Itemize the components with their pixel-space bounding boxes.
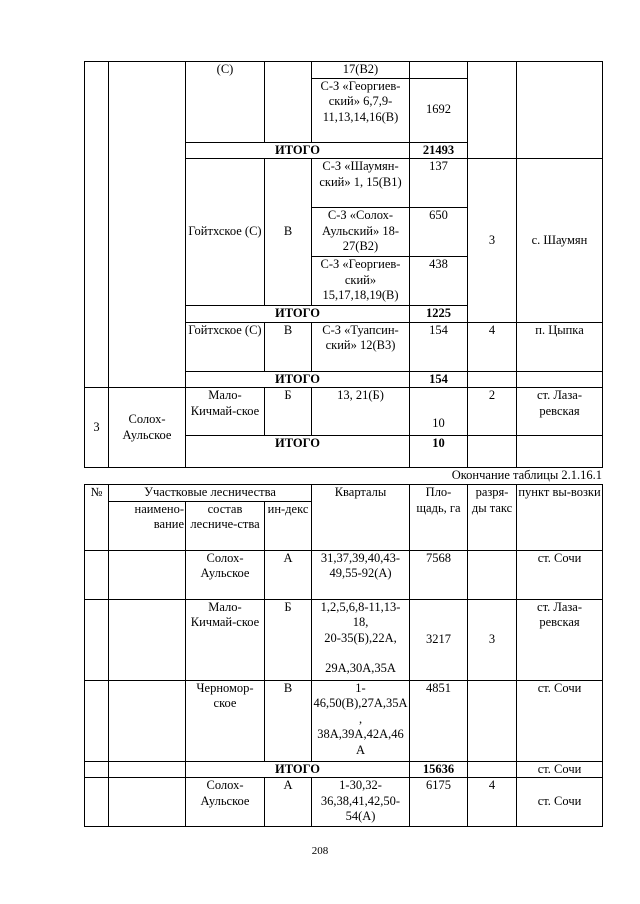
sostav-cell: Гойтхское (С) bbox=[186, 322, 265, 371]
razryad-cell: 3 bbox=[468, 599, 517, 680]
index-cell bbox=[265, 62, 312, 143]
num-cell bbox=[85, 550, 109, 599]
sostav-cell: Солох-Аульское bbox=[186, 550, 265, 599]
num-cell bbox=[85, 761, 109, 778]
punkt-cell: ст. Лаза-ревская bbox=[517, 388, 603, 436]
kvartaly-cell bbox=[312, 599, 410, 680]
razryad-cell bbox=[468, 680, 517, 761]
sostav-cell: Мало-Кичмай-ское bbox=[186, 388, 265, 436]
itogo-label: ИТОГО bbox=[186, 436, 410, 468]
itogo-value: 10 bbox=[410, 436, 468, 468]
punkt-cell: ст. Сочи bbox=[517, 550, 603, 599]
punkt-cell: с. Шаумян bbox=[517, 159, 603, 323]
sostav-cell: Черномор-ское bbox=[186, 680, 265, 761]
index-cell: А bbox=[265, 778, 312, 827]
name-cell bbox=[109, 599, 186, 680]
area-cell bbox=[410, 62, 468, 79]
razryad-cell bbox=[468, 550, 517, 599]
header-index: ин-декс bbox=[265, 501, 312, 550]
itogo-value: 21493 bbox=[410, 142, 468, 159]
itogo-label: ИТОГО bbox=[186, 142, 410, 159]
kvartaly-cell: 17(В2) bbox=[312, 62, 410, 79]
kvartaly-cell: С-З «Туапсин-ский» 12(В3) bbox=[312, 322, 410, 371]
itogo-label: ИТОГО bbox=[186, 371, 410, 388]
kvartaly-cell: С-З «Георгиев-ский» 15,17,18,19(В) bbox=[312, 257, 410, 306]
num-cell bbox=[85, 778, 109, 827]
area-cell: 137 bbox=[410, 159, 468, 208]
index-cell: А bbox=[265, 550, 312, 599]
kvartaly-cell: 13, 21(Б) bbox=[312, 388, 410, 436]
area-cell: 10 bbox=[410, 388, 468, 436]
index-cell: В bbox=[265, 322, 312, 371]
area-cell: 6175 bbox=[410, 778, 468, 827]
name-cell bbox=[109, 761, 186, 778]
name-cell bbox=[109, 680, 186, 761]
itogo-value: 154 bbox=[410, 371, 468, 388]
table-caption: Окончание таблицы 2.1.16.1 bbox=[451, 468, 602, 482]
razryad-cell: 2 bbox=[468, 388, 517, 436]
header-name: наимено-вание bbox=[109, 501, 186, 550]
punkt-cell: п. Цыпка bbox=[517, 322, 603, 371]
index-cell: В bbox=[265, 680, 312, 761]
razryad-cell bbox=[468, 371, 517, 388]
area-cell: 4851 bbox=[410, 680, 468, 761]
kvartaly-cell: 1-46,50(В),27А,35А, 38А,39А,42А,46А bbox=[312, 680, 410, 761]
num-cell bbox=[85, 680, 109, 761]
kvartaly-line: 20-35(Б),22А, bbox=[324, 630, 397, 645]
punkt-cell: ст. Сочи bbox=[517, 761, 603, 778]
header-kvartaly: Кварталы bbox=[312, 485, 410, 551]
razryad-cell: 3 bbox=[468, 159, 517, 323]
header-punkt: пункт вы-возки bbox=[517, 485, 603, 551]
area-cell: 650 bbox=[410, 208, 468, 257]
area-cell: 154 bbox=[410, 322, 468, 371]
itogo-label: ИТОГО bbox=[186, 306, 410, 323]
razryad-cell: 4 bbox=[468, 778, 517, 827]
index-cell: В bbox=[265, 159, 312, 306]
sostav-cell: (С) bbox=[186, 62, 265, 143]
name-cell bbox=[109, 778, 186, 827]
num-cell bbox=[85, 62, 109, 388]
itogo-value: 15636 bbox=[410, 761, 468, 778]
razryad-cell bbox=[468, 761, 517, 778]
sostav-cell: Мало-Кичмай-ское bbox=[186, 599, 265, 680]
ending-table bbox=[84, 484, 603, 827]
punkt-cell: ст. Лаза-ревская bbox=[517, 599, 603, 680]
name-cell bbox=[109, 550, 186, 599]
index-cell: Б bbox=[265, 599, 312, 680]
name-cell bbox=[109, 62, 186, 388]
punkt-cell: ст. Сочи bbox=[517, 778, 603, 827]
area-cell: 3217 bbox=[410, 599, 468, 680]
kvartaly-cell: С-З «Георгиев-ский» 6,7,9-11,13,14,16(В) bbox=[312, 78, 410, 142]
sostav-cell: Солох-Аульское bbox=[186, 778, 265, 827]
kvartaly-line: 29А,30А,35А bbox=[325, 661, 396, 675]
punkt-cell bbox=[517, 436, 603, 468]
punkt-cell: ст. Сочи bbox=[517, 680, 603, 761]
kvartaly-cell: 31,37,39,40,43-49,55-92(А) bbox=[312, 550, 410, 599]
area-cell: 1692 bbox=[410, 78, 468, 142]
header-sostav: состав лесниче-ства bbox=[186, 501, 265, 550]
header-num: № bbox=[85, 485, 109, 551]
razryad-cell bbox=[468, 62, 517, 159]
num-cell bbox=[85, 599, 109, 680]
area-cell: 438 bbox=[410, 257, 468, 306]
name-cell: Солох-Аульское bbox=[109, 388, 186, 468]
header-group: Участковые лесничества bbox=[109, 485, 312, 502]
kvartaly-cell: С-З «Шаумян-ский» 1, 15(В1) bbox=[312, 159, 410, 208]
header-razryad: разря-ды такс bbox=[468, 485, 517, 551]
kvartaly-line: 1,2,5,6,8-11,13-18, bbox=[320, 599, 401, 629]
punkt-cell bbox=[517, 371, 603, 388]
page-number: 208 bbox=[311, 845, 329, 857]
razryad-cell: 4 bbox=[468, 322, 517, 371]
punkt-cell bbox=[517, 62, 603, 159]
continuation-table bbox=[84, 61, 603, 468]
itogo-label: ИТОГО bbox=[186, 761, 410, 778]
area-cell: 7568 bbox=[410, 550, 468, 599]
razryad-cell bbox=[468, 436, 517, 468]
kvartaly-cell: С-З «Солох-Аульский» 18-27(В2) bbox=[312, 208, 410, 257]
kvartaly-cell: 1-30,32-36,38,41,42,50-54(А) bbox=[312, 778, 410, 827]
itogo-value: 1225 bbox=[410, 306, 468, 323]
header-area: Пло-щадь, га bbox=[410, 485, 468, 551]
num-cell: 3 bbox=[85, 388, 109, 468]
sostav-cell: Гойтхское (С) bbox=[186, 159, 265, 306]
index-cell: Б bbox=[265, 388, 312, 436]
